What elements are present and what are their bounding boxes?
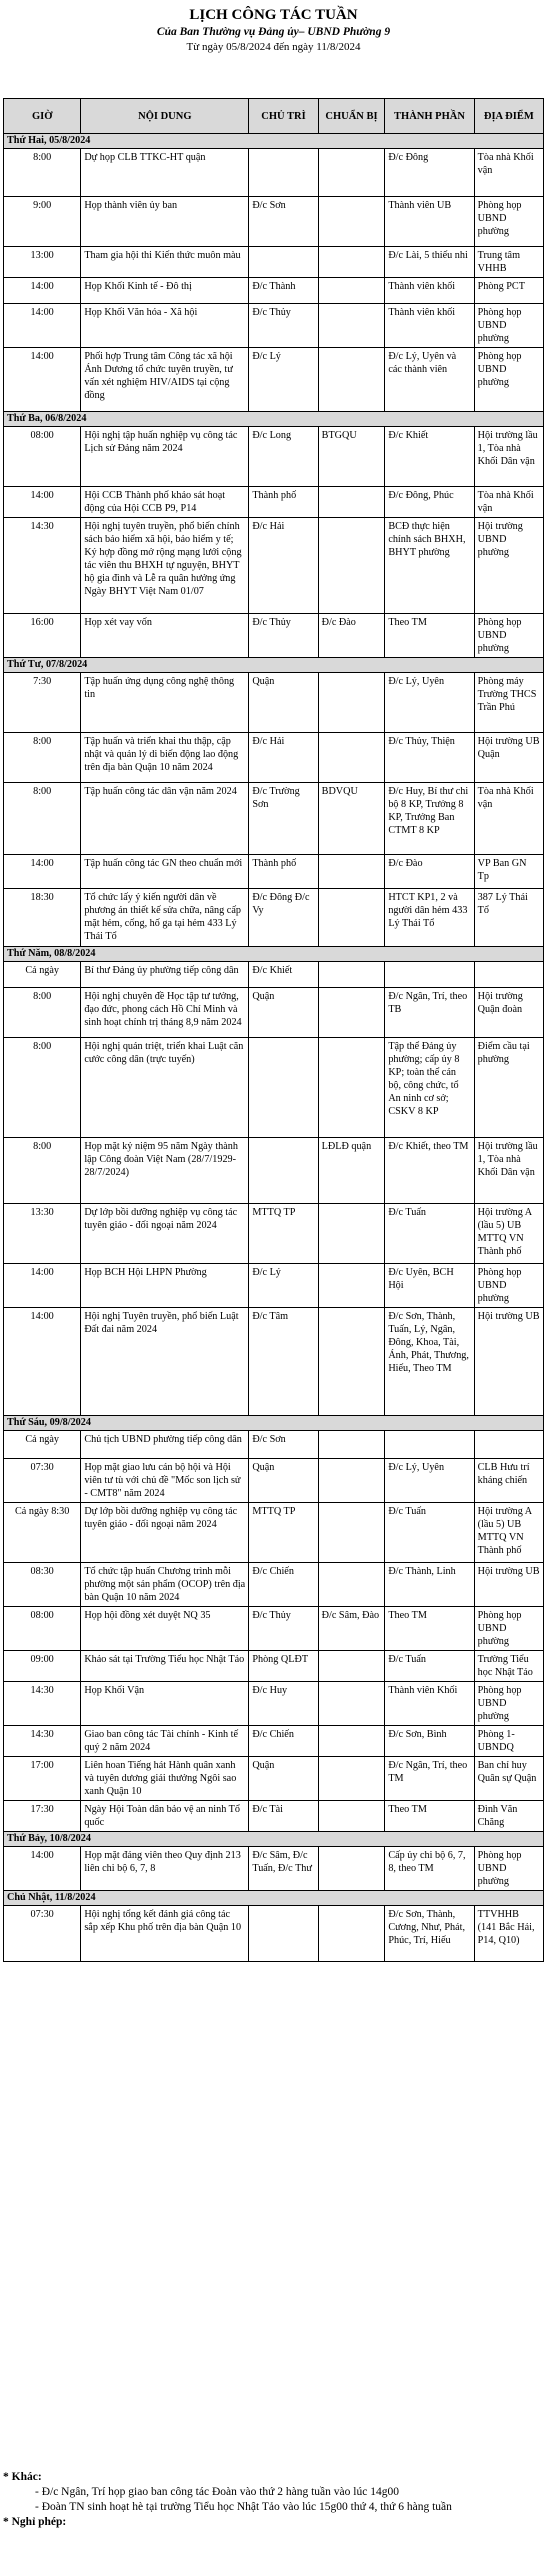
- cell-place: Hội trường A (lầu 5) UB MTTQ VN Thành phố: [474, 1204, 543, 1264]
- cell-host: Đ/c Hải: [249, 518, 318, 614]
- cell-prep: [318, 1757, 385, 1801]
- cell-time: Cả ngày: [4, 962, 81, 988]
- day-header-row: [4, 1416, 544, 1431]
- cell-content: Tập huấn công tác dân vận năm 2024: [81, 783, 249, 855]
- cell-time: 17:00: [4, 1757, 81, 1801]
- cell-time: 14:00: [4, 348, 81, 412]
- cell-members: Đ/c Uyên, BCH Hội: [385, 1264, 474, 1308]
- cell-prep: LĐLĐ quận: [318, 1138, 385, 1204]
- day-header-row: [4, 412, 544, 427]
- cell-content: Họp Khối Vận: [81, 1682, 249, 1726]
- cell-place: TTVHHB (141 Bắc Hải, P14, Q10): [474, 1906, 543, 1962]
- table-row: [4, 1431, 544, 1459]
- cell-time: 14:30: [4, 1726, 81, 1757]
- table-row: [4, 278, 544, 304]
- cell-members: Đ/c Sơn, Thành, Tuấn, Lý, Ngân, Đông, Khoa, Tài, Ánh, Phát, Thương, Hiếu, Theo TM: [385, 1308, 474, 1416]
- notes-section: [3, 2470, 544, 2530]
- cell-time: 8:00: [4, 1038, 81, 1138]
- table-row: [4, 1682, 544, 1726]
- cell-time: 8:00: [4, 988, 81, 1038]
- cell-content: Hội nghị tuyên truyền, phổ biến chính sách bảo hiểm xã hội, bảo hiểm y tế; Ký hợp đồng mở rộng mạng lưới cộng tác viên thu BHXH tự nguyện, BHYT hộ gia đình và Lễ ra quân hưởng ứng Ngày BHYT Việt Nam 01/07: [81, 518, 249, 614]
- cell-content: Tập huấn công tác GN theo chuẩn mới: [81, 855, 249, 889]
- cell-host: Đ/c Tâm: [249, 1308, 318, 1416]
- cell-members: Thành viên UB: [385, 197, 474, 247]
- cell-content: Bí thư Đảng ủy phường tiếp công dân: [81, 962, 249, 988]
- cell-host: Đ/c Thủy: [249, 614, 318, 658]
- notes-other-item: - Đoàn TN sinh hoạt hè tại trường Tiểu học Nhật Tảo vào lúc 15g00 thứ 4, thứ 6 hàng tuần: [35, 2501, 452, 2513]
- cell-place: Hội trường lầu 1, Tòa nhà Khối Dân vận: [474, 427, 543, 487]
- cell-host: [249, 1906, 318, 1962]
- cell-prep: [318, 673, 385, 733]
- cell-place: Hội trường UB: [474, 1563, 543, 1607]
- cell-members: Đ/c Lý, Uyên: [385, 673, 474, 733]
- cell-place: Phòng máy Trường THCS Trần Phú: [474, 673, 543, 733]
- cell-time: 13:00: [4, 247, 81, 278]
- cell-time: 14:00: [4, 278, 81, 304]
- cell-place: 387 Lý Thái Tổ: [474, 889, 543, 947]
- cell-members: Đ/c Lý, Uyên và các thành viên: [385, 348, 474, 412]
- cell-prep: BTGQU: [318, 427, 385, 487]
- cell-content: Tập huấn ứng dụng công nghệ thông tin: [81, 673, 249, 733]
- cell-members: Đ/c Khiết, theo TM: [385, 1138, 474, 1204]
- cell-members: Đ/c Sơn, Thành, Cương, Như, Phát, Phúc, Trí, Hiếu: [385, 1906, 474, 1962]
- cell-members: Đ/c Tuấn: [385, 1204, 474, 1264]
- cell-time: 7:30: [4, 673, 81, 733]
- cell-place: Phòng họp UBND phường: [474, 348, 543, 412]
- cell-content: Liên hoan Tiếng hát Hành quân xanh và tuyên dương giải thưởng Ngôi sao xanh Quận 10: [81, 1757, 249, 1801]
- cell-place: Trung tâm VHHB: [474, 247, 543, 278]
- cell-prep: [318, 1308, 385, 1416]
- table-row: [4, 518, 544, 614]
- cell-prep: [318, 1204, 385, 1264]
- cell-prep: [318, 1431, 385, 1459]
- table-row: [4, 1038, 544, 1138]
- cell-place: CLB Hưu trí kháng chiến: [474, 1459, 543, 1503]
- cell-time: 8:00: [4, 783, 81, 855]
- table-row: [4, 889, 544, 947]
- page-subtitle: Của Ban Thường vụ Đảng ủy– UBND Phường 9: [156, 26, 391, 38]
- cell-place: Hội trường A (lầu 5) UB MTTQ VN Thành phố: [474, 1503, 543, 1563]
- cell-content: Dự họp CLB TTKC-HT quận: [81, 149, 249, 197]
- cell-time: 14:00: [4, 304, 81, 348]
- cell-time: 16:00: [4, 614, 81, 658]
- cell-prep: [318, 197, 385, 247]
- cell-host: Quận: [249, 673, 318, 733]
- cell-content: Hội nghị tổng kết đánh giá công tác sắp xếp Khu phố trên địa bàn Quận 10: [81, 1906, 249, 1962]
- cell-members: Theo TM: [385, 1607, 474, 1651]
- cell-prep: [318, 1563, 385, 1607]
- cell-time: 8:00: [4, 733, 81, 783]
- cell-members: Đ/c Tuấn: [385, 1651, 474, 1682]
- cell-place: Phòng họp UBND phường: [474, 304, 543, 348]
- cell-host: [249, 247, 318, 278]
- cell-prep: [318, 733, 385, 783]
- cell-host: Đ/c Huy: [249, 1682, 318, 1726]
- cell-host: Quận: [249, 1757, 318, 1801]
- cell-content: Tổ chức lấy ý kiến người dân về phương án thiết kế sửa chữa, nâng cấp mặt hẻm, cống, hố ga tại hẻm 433 Lý Thái Tổ: [81, 889, 249, 947]
- cell-prep: [318, 1651, 385, 1682]
- cell-content: Hội nghị quán triệt, triển khai Luật căn cước công dân (trực tuyến): [81, 1038, 249, 1138]
- notes-other-label: * Khác:: [3, 2471, 42, 2483]
- cell-content: Hội CCB Thành phố khảo sát hoạt động của Hội CCB P9, P14: [81, 487, 249, 518]
- cell-time: 14:00: [4, 487, 81, 518]
- cell-prep: Đ/c Đào: [318, 614, 385, 658]
- cell-members: Cấp ủy chi bộ 6, 7, 8, theo TM: [385, 1847, 474, 1891]
- table-row: [4, 1906, 544, 1962]
- cell-content: Hội nghị tập huấn nghiệp vụ công tác Lịch sử Đảng năm 2024: [81, 427, 249, 487]
- cell-host: Đ/c Long: [249, 427, 318, 487]
- cell-place: Hội trường UB: [474, 1308, 543, 1416]
- cell-prep: [318, 889, 385, 947]
- cell-place: VP Ban GN Tp: [474, 855, 543, 889]
- table-row: [4, 1847, 544, 1891]
- table-row: [4, 197, 544, 247]
- col-header-time: GIỜ: [4, 99, 81, 134]
- table-row: [4, 1264, 544, 1308]
- cell-time: 14:00: [4, 1308, 81, 1416]
- table-row: [4, 1801, 544, 1832]
- table-row: [4, 304, 544, 348]
- cell-time: 14:00: [4, 1264, 81, 1308]
- cell-members: Thành viên Khối: [385, 1682, 474, 1726]
- cell-time: 08:00: [4, 1607, 81, 1651]
- cell-place: Hội trường Quận đoàn: [474, 988, 543, 1038]
- cell-place: [474, 962, 543, 988]
- cell-place: Phòng 1-UBNDQ: [474, 1726, 543, 1757]
- table-row: [4, 149, 544, 197]
- cell-members: Tập thể Đảng ủy phường; cấp ủy 8 KP; toàn thể cán bộ, công chức, tổ An ninh cơ sở; CSKV 8 KP: [385, 1038, 474, 1138]
- cell-content: Dự lớp bồi dưỡng nghiệp vụ công tác tuyên giáo - đối ngoại năm 2024: [81, 1204, 249, 1264]
- day-label: Thứ Ba, 06/8/2024: [4, 412, 544, 427]
- cell-time: 09:00: [4, 1651, 81, 1682]
- cell-content: Họp mặt kỷ niệm 95 năm Ngày thành lập Công đoàn Việt Nam (28/7/1929-28/7/2024): [81, 1138, 249, 1204]
- cell-time: 14:00: [4, 1847, 81, 1891]
- cell-members: HTCT KP1, 2 và người dân hẻm 433 Lý Thái Tổ: [385, 889, 474, 947]
- cell-time: Cả ngày 8:30: [4, 1503, 81, 1563]
- cell-place: Phòng PCT: [474, 278, 543, 304]
- cell-content: Họp Khối Kinh tế - Đô thị: [81, 278, 249, 304]
- cell-members: Đ/c Huy, Bí thư chi bộ 8 KP, Trưởng 8 KP, Trưởng Ban CTMT 8 KP: [385, 783, 474, 855]
- cell-host: Đ/c Chiến: [249, 1563, 318, 1607]
- cell-content: Ngày Hội Toàn dân bảo vệ an ninh Tổ quốc: [81, 1801, 249, 1832]
- cell-prep: [318, 149, 385, 197]
- cell-prep: [318, 1503, 385, 1563]
- cell-host: [249, 1038, 318, 1138]
- cell-host: Đ/c Thủy: [249, 1607, 318, 1651]
- cell-time: 13:30: [4, 1204, 81, 1264]
- cell-prep: [318, 1459, 385, 1503]
- table-row: [4, 673, 544, 733]
- cell-prep: [318, 855, 385, 889]
- cell-prep: [318, 1906, 385, 1962]
- cell-members: Đ/c Khiết: [385, 427, 474, 487]
- cell-place: Tòa nhà Khối vận: [474, 149, 543, 197]
- cell-host: [249, 1138, 318, 1204]
- cell-host: Đ/c Thủy: [249, 304, 318, 348]
- cell-host: Đ/c Sơn: [249, 1431, 318, 1459]
- cell-prep: [318, 1726, 385, 1757]
- cell-time: 18:30: [4, 889, 81, 947]
- cell-members: Đ/c Đông, Phúc: [385, 487, 474, 518]
- cell-host: [249, 149, 318, 197]
- cell-place: Phòng họp UBND phường: [474, 197, 543, 247]
- day-label: Chủ Nhật, 11/8/2024: [4, 1891, 544, 1906]
- table-row: [4, 1757, 544, 1801]
- cell-members: Đ/c Ngân, Trí, theo TB: [385, 988, 474, 1038]
- cell-content: Tham gia hội thi Kiến thức muôn màu: [81, 247, 249, 278]
- cell-prep: [318, 518, 385, 614]
- table-row: [4, 783, 544, 855]
- cell-content: Họp Khối Văn hóa - Xã hội: [81, 304, 249, 348]
- cell-members: Theo TM: [385, 614, 474, 658]
- cell-prep: Đ/c Sâm, Đào: [318, 1607, 385, 1651]
- cell-host: Đ/c Thành: [249, 278, 318, 304]
- day-header-row: [4, 947, 544, 962]
- cell-prep: [318, 1682, 385, 1726]
- cell-prep: [318, 988, 385, 1038]
- cell-place: Tòa nhà Khối vận: [474, 783, 543, 855]
- cell-place: Phòng họp UBND phường: [474, 1682, 543, 1726]
- col-header-content: NỘI DUNG: [81, 99, 249, 134]
- cell-prep: [318, 247, 385, 278]
- cell-place: Tòa nhà Khối vận: [474, 487, 543, 518]
- cell-host: Quận: [249, 988, 318, 1038]
- cell-content: Tập huấn và triển khai thu thập, cập nhật và quản lý di biến động lao động trên địa bàn Quận 10 năm 2024: [81, 733, 249, 783]
- col-header-place: ĐỊA ĐIỂM: [474, 99, 543, 134]
- cell-time: Cả ngày: [4, 1431, 81, 1459]
- table-row: [4, 733, 544, 783]
- cell-members: Đ/c Đào: [385, 855, 474, 889]
- table-row: [4, 1726, 544, 1757]
- cell-place: Hội trường UBND phường: [474, 518, 543, 614]
- cell-place: Hội trường lầu 1, Tòa nhà Khối Dân vận: [474, 1138, 543, 1204]
- cell-members: BCĐ thực hiện chính sách BHXH, BHYT phường: [385, 518, 474, 614]
- cell-content: Hội nghị Tuyên truyền, phổ biến Luật Đất đai năm 2024: [81, 1308, 249, 1416]
- cell-host: Đ/c Tài: [249, 1801, 318, 1832]
- cell-host: MTTQ TP: [249, 1503, 318, 1563]
- table-row: [4, 1138, 544, 1204]
- table-row: [4, 247, 544, 278]
- col-header-prep: CHUẨN BỊ: [318, 99, 385, 134]
- cell-host: Đ/c Đông Đ/c Vy: [249, 889, 318, 947]
- table-row: [4, 1607, 544, 1651]
- table-row: [4, 1651, 544, 1682]
- cell-prep: [318, 962, 385, 988]
- cell-place: Phòng họp UBND phường: [474, 1264, 543, 1308]
- cell-time: 14:00: [4, 855, 81, 889]
- table-row: [4, 962, 544, 988]
- table-row: [4, 1204, 544, 1264]
- cell-members: Đ/c Lý, Uyên: [385, 1459, 474, 1503]
- cell-prep: [318, 1847, 385, 1891]
- cell-members: [385, 1431, 474, 1459]
- cell-content: Hội nghị chuyên đề Học tập tư tưởng, đạo đức, phong cách Hồ Chí Minh và sinh hoạt chính trị tháng 8,9 năm 2024: [81, 988, 249, 1038]
- day-header-row: [4, 1832, 544, 1847]
- cell-time: 9:00: [4, 197, 81, 247]
- cell-host: Đ/c Lý: [249, 1264, 318, 1308]
- table-row: [4, 1459, 544, 1503]
- cell-time: 14:30: [4, 518, 81, 614]
- cell-prep: [318, 1038, 385, 1138]
- cell-host: Đ/c Hải: [249, 733, 318, 783]
- cell-prep: [318, 348, 385, 412]
- cell-content: Họp mặt đảng viên theo Quy định 213 liên chi bộ 6, 7, 8: [81, 1847, 249, 1891]
- cell-members: Đ/c Đông: [385, 149, 474, 197]
- table-row: [4, 1563, 544, 1607]
- cell-members: Thành viên khối: [385, 278, 474, 304]
- cell-prep: [318, 487, 385, 518]
- cell-content: Họp xét vay vốn: [81, 614, 249, 658]
- cell-time: 08:30: [4, 1563, 81, 1607]
- cell-place: Hội trường UB Quận: [474, 733, 543, 783]
- cell-host: Thành phố: [249, 487, 318, 518]
- cell-members: Thành viên khối: [385, 304, 474, 348]
- table-row: [4, 1503, 544, 1563]
- cell-host: Đ/c Khiết: [249, 962, 318, 988]
- cell-host: Đ/c Sâm, Đ/c Tuấn, Đ/c Thư: [249, 1847, 318, 1891]
- cell-time: 08:00: [4, 427, 81, 487]
- cell-content: Họp thành viên ủy ban: [81, 197, 249, 247]
- day-header-row: [4, 658, 544, 673]
- cell-place: Phòng họp UBND phường: [474, 614, 543, 658]
- page-title: LỊCH CÔNG TÁC TUẦN: [189, 7, 358, 23]
- notes-leave-label: * Nghỉ phép:: [3, 2516, 67, 2528]
- date-range: Từ ngày 05/8/2024 đến ngày 11/8/2024: [186, 41, 361, 53]
- header-row: [4, 99, 544, 134]
- day-label: Thứ Bảy, 10/8/2024: [4, 1832, 544, 1847]
- cell-prep: BDVQU: [318, 783, 385, 855]
- schedule-body: [4, 134, 544, 1962]
- schedule-table: [3, 98, 544, 1962]
- cell-time: 07:30: [4, 1906, 81, 1962]
- cell-host: Đ/c Lý: [249, 348, 318, 412]
- table-row: [4, 1308, 544, 1416]
- day-header-row: [4, 134, 544, 149]
- cell-place: Phòng họp UBND phường: [474, 1607, 543, 1651]
- col-header-members: THÀNH PHẦN: [385, 99, 474, 134]
- table-row: [4, 988, 544, 1038]
- day-label: Thứ Năm, 08/8/2024: [4, 947, 544, 962]
- col-header-host: CHỦ TRÌ: [249, 99, 318, 134]
- cell-time: 8:00: [4, 149, 81, 197]
- cell-members: Đ/c Sơn, Bình: [385, 1726, 474, 1757]
- cell-content: Họp mặt giao lưu cán bộ hội và Hội viên tư tù với chủ đề "Mốc son lịch sử - CMT8" năm 2024: [81, 1459, 249, 1503]
- cell-prep: [318, 1801, 385, 1832]
- day-label: Thứ Hai, 05/8/2024: [4, 134, 544, 149]
- cell-content: Giao ban công tác Tài chính - Kinh tế quý 2 năm 2024: [81, 1726, 249, 1757]
- cell-host: Thành phố: [249, 855, 318, 889]
- cell-members: Đ/c Thủy, Thiện: [385, 733, 474, 783]
- cell-members: Đ/c Tuấn: [385, 1503, 474, 1563]
- cell-prep: [318, 1264, 385, 1308]
- cell-content: Phối hợp Trung tâm Công tác xã hội Ánh Dương tổ chức tuyên truyền, tư vấn xét nghiệm HIV/AIDS tại cộng đồng: [81, 348, 249, 412]
- cell-content: Chủ tịch UBND phường tiếp công dân: [81, 1431, 249, 1459]
- cell-place: Ban chỉ huy Quân sự Quận: [474, 1757, 543, 1801]
- cell-place: [474, 1431, 543, 1459]
- cell-content: Khảo sát tại Trường Tiểu học Nhật Tảo: [81, 1651, 249, 1682]
- table-row: [4, 427, 544, 487]
- cell-time: 8:00: [4, 1138, 81, 1204]
- cell-content: Họp BCH Hội LHPN Phường: [81, 1264, 249, 1308]
- day-label: Thứ Tư, 07/8/2024: [4, 658, 544, 673]
- cell-content: Họp hội đồng xét duyệt NQ 35: [81, 1607, 249, 1651]
- cell-time: 14:30: [4, 1682, 81, 1726]
- notes-other-item: - Đ/c Ngân, Trí họp giao ban công tác Đoàn vào thứ 2 hàng tuần vào lúc 14g00: [35, 2486, 399, 2498]
- table-row: [4, 614, 544, 658]
- cell-content: Tổ chức tập huấn Chương trình mỗi phường một sản phẩm (OCOP) trên địa bàn Quận 10 năm 2024: [81, 1563, 249, 1607]
- cell-place: Phòng họp UBND phường: [474, 1847, 543, 1891]
- cell-host: Phòng QLĐT: [249, 1651, 318, 1682]
- cell-members: Đ/c Thành, Linh: [385, 1563, 474, 1607]
- table-row: [4, 348, 544, 412]
- cell-time: 17:30: [4, 1801, 81, 1832]
- cell-prep: [318, 304, 385, 348]
- table-row: [4, 487, 544, 518]
- page-header: [0, 0, 547, 54]
- cell-place: Điểm cầu tại phường: [474, 1038, 543, 1138]
- cell-place: Trường Tiểu học Nhật Tảo: [474, 1651, 543, 1682]
- cell-content: Dự lớp bồi dưỡng nghiệp vụ công tác tuyên giáo - đối ngoại năm 2024: [81, 1503, 249, 1563]
- cell-members: Đ/c Lài, 5 thiếu nhi: [385, 247, 474, 278]
- cell-host: Đ/c Chiến: [249, 1726, 318, 1757]
- day-header-row: [4, 1891, 544, 1906]
- day-label: Thứ Sáu, 09/8/2024: [4, 1416, 544, 1431]
- cell-host: Đ/c Sơn: [249, 197, 318, 247]
- cell-members: Theo TM: [385, 1801, 474, 1832]
- cell-members: [385, 962, 474, 988]
- cell-host: Quận: [249, 1459, 318, 1503]
- cell-host: Đ/c Trường Sơn: [249, 783, 318, 855]
- table-row: [4, 855, 544, 889]
- cell-prep: [318, 278, 385, 304]
- cell-members: Đ/c Ngân, Trí, theo TM: [385, 1757, 474, 1801]
- cell-time: 07:30: [4, 1459, 81, 1503]
- cell-place: Đình Văn Chăng: [474, 1801, 543, 1832]
- cell-host: MTTQ TP: [249, 1204, 318, 1264]
